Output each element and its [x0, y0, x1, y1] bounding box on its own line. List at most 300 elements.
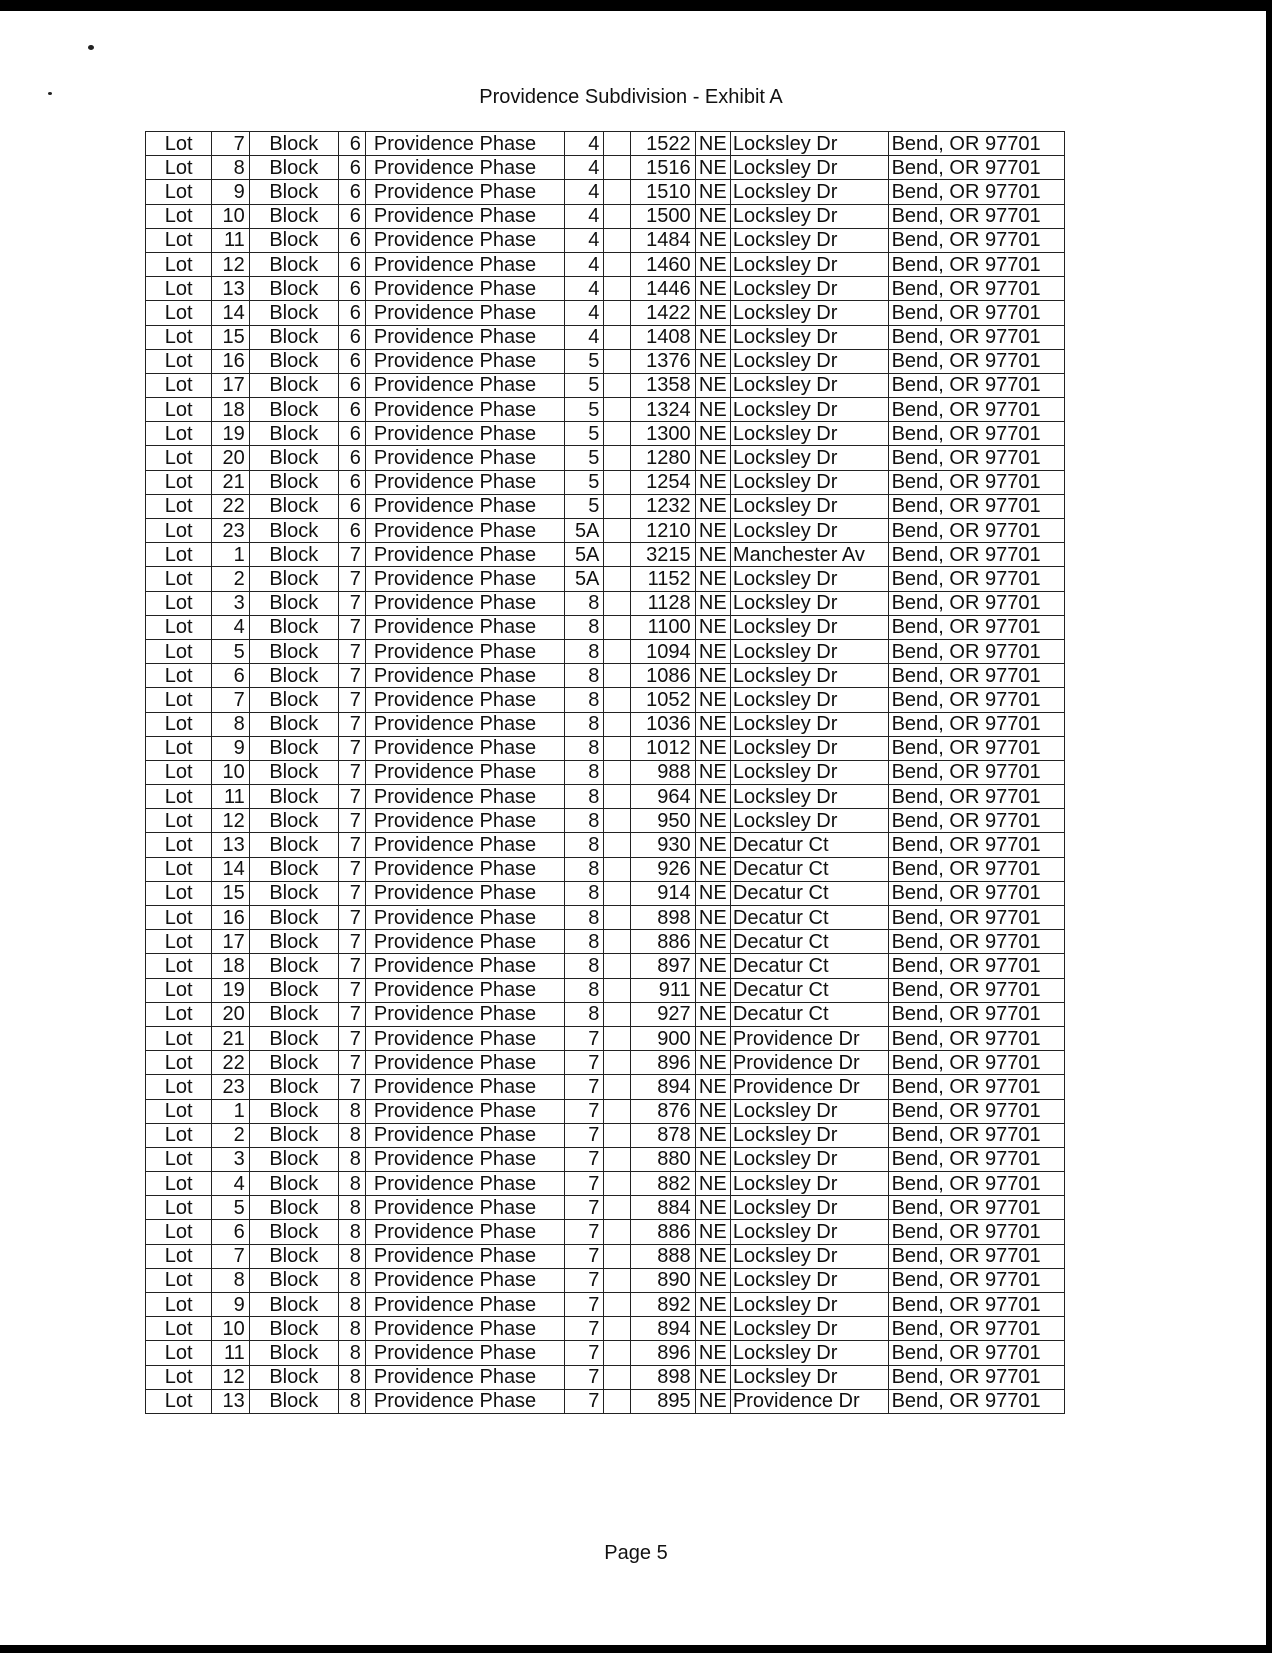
block-label-cell: Block	[249, 277, 338, 301]
table-row	[146, 1147, 1065, 1171]
block-label-cell: Block	[249, 349, 338, 373]
direction-cell: NE	[695, 930, 730, 954]
block-number-cell: 6	[338, 494, 365, 518]
blank-cell-cell	[604, 978, 631, 1002]
lot-label-cell: Lot	[146, 204, 212, 228]
block-number-cell: 7	[338, 1026, 365, 1050]
phase-label-cell: Providence Phase	[365, 857, 564, 881]
lot-label-cell: Lot	[146, 132, 212, 156]
phase-label-cell: Providence Phase	[365, 1147, 564, 1171]
block-number-cell: 7	[338, 978, 365, 1002]
house-number-cell: 914	[631, 881, 695, 905]
street-name-cell: Locksley Dr	[730, 1293, 888, 1317]
lot-number-cell: 8	[212, 156, 249, 180]
city-state-zip-cell: Bend, OR 97701	[888, 1293, 1064, 1317]
house-number-cell: 897	[631, 954, 695, 978]
blank-cell-cell	[604, 664, 631, 688]
direction-cell: NE	[695, 954, 730, 978]
city-state-zip-cell: Bend, OR 97701	[888, 567, 1064, 591]
lot-number-cell: 3	[212, 591, 249, 615]
table-row	[146, 543, 1065, 567]
house-number-cell: 1516	[631, 156, 695, 180]
block-number-cell: 7	[338, 712, 365, 736]
house-number-cell: 926	[631, 857, 695, 881]
table-row	[146, 519, 1065, 543]
street-name-cell: Providence Dr	[730, 1026, 888, 1050]
lot-label-cell: Lot	[146, 446, 212, 470]
phase-number-cell: 4	[565, 325, 604, 349]
street-name-cell: Decatur Ct	[730, 954, 888, 978]
house-number-cell: 886	[631, 1220, 695, 1244]
lot-label-cell: Lot	[146, 639, 212, 663]
lot-label-cell: Lot	[146, 1244, 212, 1268]
block-number-cell: 8	[338, 1389, 365, 1413]
blank-cell-cell	[604, 1123, 631, 1147]
phase-number-cell: 5A	[565, 567, 604, 591]
block-number-cell: 7	[338, 639, 365, 663]
direction-cell: NE	[695, 180, 730, 204]
direction-cell: NE	[695, 785, 730, 809]
lot-number-cell: 4	[212, 615, 249, 639]
direction-cell: NE	[695, 1268, 730, 1292]
lot-label-cell: Lot	[146, 712, 212, 736]
block-number-cell: 6	[338, 228, 365, 252]
street-name-cell: Locksley Dr	[730, 736, 888, 760]
house-number-cell: 896	[631, 1051, 695, 1075]
house-number-cell: 896	[631, 1341, 695, 1365]
house-number-cell: 1100	[631, 615, 695, 639]
lot-number-cell: 8	[212, 712, 249, 736]
phase-number-cell: 7	[565, 1099, 604, 1123]
house-number-cell: 1210	[631, 519, 695, 543]
blank-cell-cell	[604, 954, 631, 978]
direction-cell: NE	[695, 494, 730, 518]
phase-label-cell: Providence Phase	[365, 1268, 564, 1292]
phase-label-cell: Providence Phase	[365, 1317, 564, 1341]
direction-cell: NE	[695, 591, 730, 615]
phase-number-cell: 7	[565, 1293, 604, 1317]
street-name-cell: Locksley Dr	[730, 277, 888, 301]
phase-label-cell: Providence Phase	[365, 591, 564, 615]
city-state-zip-cell: Bend, OR 97701	[888, 1317, 1064, 1341]
street-name-cell: Locksley Dr	[730, 494, 888, 518]
phase-label-cell: Providence Phase	[365, 809, 564, 833]
lot-number-cell: 21	[212, 470, 249, 494]
blank-cell-cell	[604, 470, 631, 494]
scan-right-border	[1266, 0, 1272, 1653]
street-name-cell: Locksley Dr	[730, 1244, 888, 1268]
direction-cell: NE	[695, 1365, 730, 1389]
lot-label-cell: Lot	[146, 833, 212, 857]
house-number-cell: 1152	[631, 567, 695, 591]
city-state-zip-cell: Bend, OR 97701	[888, 978, 1064, 1002]
city-state-zip-cell: Bend, OR 97701	[888, 615, 1064, 639]
city-state-zip-cell: Bend, OR 97701	[888, 688, 1064, 712]
blank-cell-cell	[604, 785, 631, 809]
phase-label-cell: Providence Phase	[365, 349, 564, 373]
city-state-zip-cell: Bend, OR 97701	[888, 591, 1064, 615]
direction-cell: NE	[695, 857, 730, 881]
direction-cell: NE	[695, 1293, 730, 1317]
blank-cell-cell	[604, 446, 631, 470]
lot-number-cell: 12	[212, 809, 249, 833]
table-row	[146, 978, 1065, 1002]
house-number-cell: 1376	[631, 349, 695, 373]
lot-label-cell: Lot	[146, 422, 212, 446]
table-row	[146, 1341, 1065, 1365]
street-name-cell: Decatur Ct	[730, 857, 888, 881]
table-row	[146, 1220, 1065, 1244]
block-number-cell: 7	[338, 615, 365, 639]
phase-number-cell: 8	[565, 639, 604, 663]
direction-cell: NE	[695, 1172, 730, 1196]
street-name-cell: Locksley Dr	[730, 1317, 888, 1341]
phase-label-cell: Providence Phase	[365, 373, 564, 397]
block-label-cell: Block	[249, 1341, 338, 1365]
lot-label-cell: Lot	[146, 470, 212, 494]
phase-number-cell: 8	[565, 954, 604, 978]
blank-cell-cell	[604, 373, 631, 397]
block-label-cell: Block	[249, 1196, 338, 1220]
phase-number-cell: 8	[565, 712, 604, 736]
phase-label-cell: Providence Phase	[365, 785, 564, 809]
phase-label-cell: Providence Phase	[365, 736, 564, 760]
block-number-cell: 8	[338, 1099, 365, 1123]
phase-label-cell: Providence Phase	[365, 446, 564, 470]
block-label-cell: Block	[249, 688, 338, 712]
city-state-zip-cell: Bend, OR 97701	[888, 494, 1064, 518]
table-row	[146, 252, 1065, 276]
blank-cell-cell	[604, 1317, 631, 1341]
phase-label-cell: Providence Phase	[365, 156, 564, 180]
block-number-cell: 7	[338, 664, 365, 688]
city-state-zip-cell: Bend, OR 97701	[888, 1172, 1064, 1196]
phase-number-cell: 7	[565, 1365, 604, 1389]
lot-label-cell: Lot	[146, 664, 212, 688]
table-row	[146, 301, 1065, 325]
house-number-cell: 898	[631, 906, 695, 930]
phase-label-cell: Providence Phase	[365, 688, 564, 712]
direction-cell: NE	[695, 712, 730, 736]
block-label-cell: Block	[249, 1244, 338, 1268]
street-name-cell: Locksley Dr	[730, 1196, 888, 1220]
city-state-zip-cell: Bend, OR 97701	[888, 833, 1064, 857]
block-number-cell: 7	[338, 1002, 365, 1026]
phase-number-cell: 7	[565, 1051, 604, 1075]
block-label-cell: Block	[249, 180, 338, 204]
lot-number-cell: 10	[212, 1317, 249, 1341]
blank-cell-cell	[604, 857, 631, 881]
blank-cell-cell	[604, 712, 631, 736]
blank-cell-cell	[604, 1220, 631, 1244]
table-row	[146, 1172, 1065, 1196]
phase-number-cell: 7	[565, 1389, 604, 1413]
house-number-cell: 1358	[631, 373, 695, 397]
house-number-cell: 1460	[631, 252, 695, 276]
block-label-cell: Block	[249, 1002, 338, 1026]
blank-cell-cell	[604, 930, 631, 954]
house-number-cell: 1036	[631, 712, 695, 736]
lot-number-cell: 5	[212, 1196, 249, 1220]
phase-label-cell: Providence Phase	[365, 470, 564, 494]
direction-cell: NE	[695, 446, 730, 470]
table-row	[146, 228, 1065, 252]
phase-number-cell: 8	[565, 615, 604, 639]
phase-number-cell: 8	[565, 1002, 604, 1026]
lot-number-cell: 4	[212, 1172, 249, 1196]
lot-number-cell: 15	[212, 881, 249, 905]
lot-label-cell: Lot	[146, 1389, 212, 1413]
phase-label-cell: Providence Phase	[365, 1075, 564, 1099]
phase-label-cell: Providence Phase	[365, 1389, 564, 1413]
house-number-cell: 884	[631, 1196, 695, 1220]
phase-label-cell: Providence Phase	[365, 180, 564, 204]
city-state-zip-cell: Bend, OR 97701	[888, 1026, 1064, 1050]
phase-number-cell: 8	[565, 881, 604, 905]
house-number-cell: 1510	[631, 180, 695, 204]
city-state-zip-cell: Bend, OR 97701	[888, 1002, 1064, 1026]
table-row	[146, 156, 1065, 180]
lot-label-cell: Lot	[146, 1220, 212, 1244]
direction-cell: NE	[695, 567, 730, 591]
house-number-cell: 880	[631, 1147, 695, 1171]
table-row	[146, 494, 1065, 518]
phase-number-cell: 8	[565, 591, 604, 615]
phase-label-cell: Providence Phase	[365, 252, 564, 276]
block-number-cell: 7	[338, 833, 365, 857]
street-name-cell: Locksley Dr	[730, 301, 888, 325]
table-row	[146, 906, 1065, 930]
street-name-cell: Locksley Dr	[730, 325, 888, 349]
lot-number-cell: 13	[212, 833, 249, 857]
lot-number-cell: 9	[212, 736, 249, 760]
house-number-cell: 927	[631, 1002, 695, 1026]
block-label-cell: Block	[249, 156, 338, 180]
block-label-cell: Block	[249, 1026, 338, 1050]
block-number-cell: 8	[338, 1123, 365, 1147]
block-label-cell: Block	[249, 1147, 338, 1171]
house-number-cell: 1522	[631, 132, 695, 156]
phase-number-cell: 8	[565, 906, 604, 930]
lot-number-cell: 22	[212, 494, 249, 518]
lot-number-cell: 14	[212, 301, 249, 325]
blank-cell-cell	[604, 1244, 631, 1268]
phase-number-cell: 8	[565, 930, 604, 954]
table-row	[146, 1317, 1065, 1341]
phase-number-cell: 8	[565, 736, 604, 760]
block-number-cell: 6	[338, 446, 365, 470]
direction-cell: NE	[695, 470, 730, 494]
street-name-cell: Providence Dr	[730, 1389, 888, 1413]
lot-number-cell: 10	[212, 760, 249, 784]
city-state-zip-cell: Bend, OR 97701	[888, 132, 1064, 156]
blank-cell-cell	[604, 1268, 631, 1292]
block-label-cell: Block	[249, 1293, 338, 1317]
blank-cell-cell	[604, 1147, 631, 1171]
block-number-cell: 7	[338, 954, 365, 978]
lot-label-cell: Lot	[146, 1026, 212, 1050]
phase-label-cell: Providence Phase	[365, 277, 564, 301]
block-label-cell: Block	[249, 785, 338, 809]
block-label-cell: Block	[249, 543, 338, 567]
city-state-zip-cell: Bend, OR 97701	[888, 930, 1064, 954]
block-label-cell: Block	[249, 1268, 338, 1292]
phase-label-cell: Providence Phase	[365, 494, 564, 518]
table-row	[146, 930, 1065, 954]
house-number-cell: 930	[631, 833, 695, 857]
direction-cell: NE	[695, 252, 730, 276]
city-state-zip-cell: Bend, OR 97701	[888, 373, 1064, 397]
lot-number-cell: 11	[212, 228, 249, 252]
phase-number-cell: 8	[565, 978, 604, 1002]
phase-label-cell: Providence Phase	[365, 1244, 564, 1268]
house-number-cell: 894	[631, 1317, 695, 1341]
block-number-cell: 6	[338, 204, 365, 228]
lot-label-cell: Lot	[146, 494, 212, 518]
city-state-zip-cell: Bend, OR 97701	[888, 809, 1064, 833]
lot-number-cell: 1	[212, 543, 249, 567]
lot-label-cell: Lot	[146, 954, 212, 978]
block-label-cell: Block	[249, 1317, 338, 1341]
blank-cell-cell	[604, 277, 631, 301]
city-state-zip-cell: Bend, OR 97701	[888, 1147, 1064, 1171]
lot-number-cell: 13	[212, 277, 249, 301]
scan-speck	[88, 45, 94, 50]
phase-number-cell: 4	[565, 301, 604, 325]
block-label-cell: Block	[249, 664, 338, 688]
phase-number-cell: 7	[565, 1268, 604, 1292]
direction-cell: NE	[695, 228, 730, 252]
street-name-cell: Locksley Dr	[730, 373, 888, 397]
lot-label-cell: Lot	[146, 301, 212, 325]
block-label-cell: Block	[249, 954, 338, 978]
lot-number-cell: 8	[212, 1268, 249, 1292]
block-label-cell: Block	[249, 760, 338, 784]
table-row	[146, 180, 1065, 204]
table-row	[146, 809, 1065, 833]
phase-number-cell: 5	[565, 446, 604, 470]
direction-cell: NE	[695, 204, 730, 228]
direction-cell: NE	[695, 688, 730, 712]
phase-label-cell: Providence Phase	[365, 954, 564, 978]
direction-cell: NE	[695, 373, 730, 397]
phase-label-cell: Providence Phase	[365, 833, 564, 857]
city-state-zip-cell: Bend, OR 97701	[888, 398, 1064, 422]
block-label-cell: Block	[249, 228, 338, 252]
phase-label-cell: Providence Phase	[365, 567, 564, 591]
phase-number-cell: 4	[565, 204, 604, 228]
city-state-zip-cell: Bend, OR 97701	[888, 1341, 1064, 1365]
lot-label-cell: Lot	[146, 785, 212, 809]
table-row	[146, 1026, 1065, 1050]
table-row	[146, 422, 1065, 446]
street-name-cell: Locksley Dr	[730, 470, 888, 494]
lot-number-cell: 6	[212, 664, 249, 688]
block-number-cell: 8	[338, 1293, 365, 1317]
lot-number-cell: 23	[212, 1075, 249, 1099]
lot-label-cell: Lot	[146, 228, 212, 252]
block-label-cell: Block	[249, 1051, 338, 1075]
street-name-cell: Locksley Dr	[730, 422, 888, 446]
table-row	[146, 325, 1065, 349]
lot-label-cell: Lot	[146, 1268, 212, 1292]
phase-label-cell: Providence Phase	[365, 1123, 564, 1147]
house-number-cell: 1500	[631, 204, 695, 228]
block-number-cell: 7	[338, 567, 365, 591]
city-state-zip-cell: Bend, OR 97701	[888, 736, 1064, 760]
block-label-cell: Block	[249, 567, 338, 591]
page-number: Page 5	[604, 1542, 668, 1564]
city-state-zip-cell: Bend, OR 97701	[888, 349, 1064, 373]
block-label-cell: Block	[249, 204, 338, 228]
block-number-cell: 8	[338, 1196, 365, 1220]
lot-address-table	[145, 131, 1065, 1414]
table-row	[146, 1365, 1065, 1389]
block-number-cell: 6	[338, 373, 365, 397]
direction-cell: NE	[695, 1244, 730, 1268]
street-name-cell: Decatur Ct	[730, 1002, 888, 1026]
lot-number-cell: 13	[212, 1389, 249, 1413]
phase-label-cell: Providence Phase	[365, 132, 564, 156]
phase-label-cell: Providence Phase	[365, 228, 564, 252]
document-title: Providence Subdivision - Exhibit A	[479, 86, 783, 108]
block-number-cell: 6	[338, 252, 365, 276]
house-number-cell: 1094	[631, 639, 695, 663]
direction-cell: NE	[695, 1026, 730, 1050]
block-label-cell: Block	[249, 930, 338, 954]
house-number-cell: 888	[631, 1244, 695, 1268]
direction-cell: NE	[695, 736, 730, 760]
city-state-zip-cell: Bend, OR 97701	[888, 1099, 1064, 1123]
phase-number-cell: 8	[565, 688, 604, 712]
city-state-zip-cell: Bend, OR 97701	[888, 954, 1064, 978]
street-name-cell: Locksley Dr	[730, 712, 888, 736]
street-name-cell: Locksley Dr	[730, 252, 888, 276]
direction-cell: NE	[695, 349, 730, 373]
block-label-cell: Block	[249, 252, 338, 276]
direction-cell: NE	[695, 1196, 730, 1220]
block-number-cell: 6	[338, 180, 365, 204]
lot-label-cell: Lot	[146, 277, 212, 301]
street-name-cell: Locksley Dr	[730, 664, 888, 688]
lot-label-cell: Lot	[146, 615, 212, 639]
blank-cell-cell	[604, 760, 631, 784]
lot-label-cell: Lot	[146, 543, 212, 567]
street-name-cell: Locksley Dr	[730, 156, 888, 180]
lot-number-cell: 2	[212, 1123, 249, 1147]
city-state-zip-cell: Bend, OR 97701	[888, 664, 1064, 688]
block-number-cell: 6	[338, 349, 365, 373]
blank-cell-cell	[604, 180, 631, 204]
street-name-cell: Locksley Dr	[730, 1268, 888, 1292]
direction-cell: NE	[695, 1075, 730, 1099]
house-number-cell: 900	[631, 1026, 695, 1050]
table-row	[146, 132, 1065, 156]
direction-cell: NE	[695, 519, 730, 543]
house-number-cell: 1446	[631, 277, 695, 301]
block-label-cell: Block	[249, 833, 338, 857]
city-state-zip-cell: Bend, OR 97701	[888, 301, 1064, 325]
direction-cell: NE	[695, 1051, 730, 1075]
city-state-zip-cell: Bend, OR 97701	[888, 857, 1064, 881]
lot-label-cell: Lot	[146, 252, 212, 276]
block-label-cell: Block	[249, 615, 338, 639]
street-name-cell: Locksley Dr	[730, 398, 888, 422]
city-state-zip-cell: Bend, OR 97701	[888, 180, 1064, 204]
direction-cell: NE	[695, 1317, 730, 1341]
table-row	[146, 639, 1065, 663]
direction-cell: NE	[695, 906, 730, 930]
